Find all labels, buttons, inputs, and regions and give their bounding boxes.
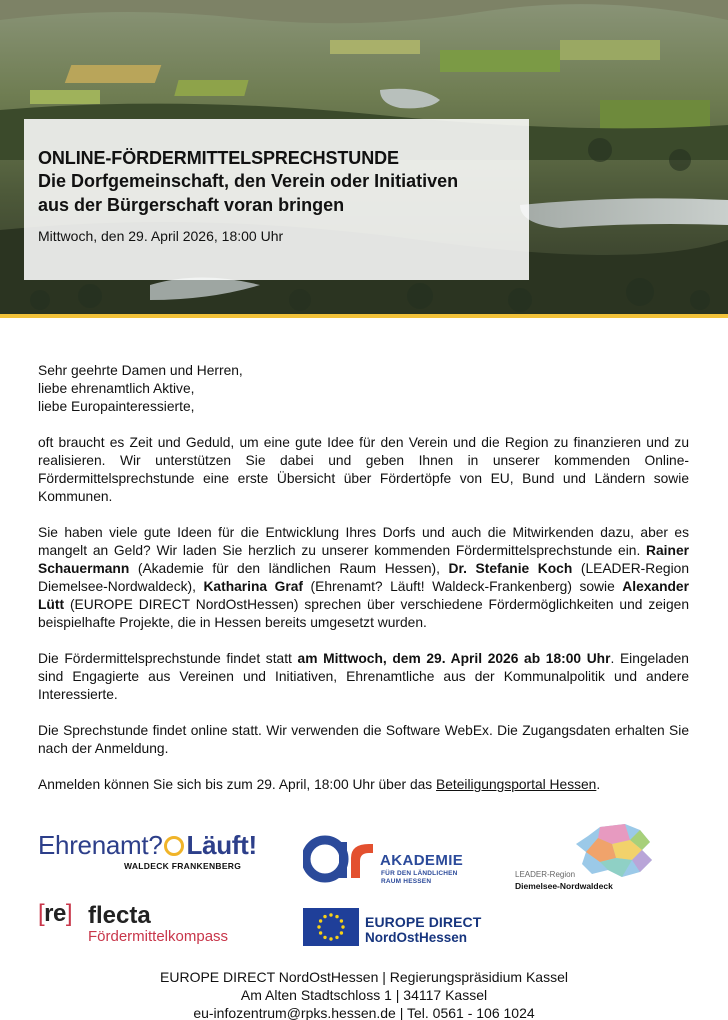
- contact-footer: [0, 968, 728, 1020]
- reflecta-re: re: [44, 900, 66, 927]
- leader-line1: LEADER-Region: [515, 870, 576, 879]
- speakers-paragraph: [38, 524, 689, 632]
- registration-paragraph: [38, 776, 689, 794]
- hero-banner: [0, 0, 728, 318]
- reflecta-name: flecta: [88, 902, 151, 929]
- headline-box: [24, 119, 529, 280]
- speakers-intro: Sie haben viele gute Ideen für die Entwicklung Ihres Dorfs und auch die Mitwirkenden dazu, aber es mangelt an Geld? Wir laden Sie herzlich zu unserer kommenden Fördermittelsprechstunde ein.: [38, 525, 689, 558]
- greeting-line2: liebe ehrenamtlich Aktive,: [38, 381, 195, 396]
- reflecta-logo: [38, 900, 258, 948]
- greeting: [38, 362, 689, 416]
- schedule-paragraph: [38, 650, 689, 704]
- speaker-org: (Akademie für den ländlichen Raum Hessen),: [137, 561, 440, 576]
- speaker-org: (LEADER-Region Diemelsee-Nordwaldeck),: [38, 561, 689, 594]
- europe-direct-title: EUROPE DIRECT: [365, 914, 482, 930]
- akademie-sub-line1: FÜR DEN LÄNDLICHEN: [381, 870, 458, 877]
- event-kicker: ONLINE-FÖRDERMITTELSPRECHSTUNDE: [38, 148, 399, 168]
- smile-icon: [164, 836, 184, 856]
- letter-body: [38, 362, 689, 812]
- greeting-line1: Sehr geehrte Damen und Herren,: [38, 363, 243, 378]
- speaker-name: Rainer Schauermann: [38, 543, 689, 576]
- registration-suffix: .: [596, 777, 601, 792]
- intro-paragraph: oft braucht es Zeit und Geduld, um eine gute Idee für den Verein und die Region zu finanzieren und zu realisieren. Wir unterstützen Sie dabei und geben Ihnen in unserer kommenden Online-Fördermittelsprechstunde eine erste Übersicht über Fördertöpfe von EU, Bund und Ländern sowie Kommunen.: [38, 435, 689, 504]
- speaker-org: (Ehrenamt? Läuft! Waldeck-Frankenberg) sowie: [310, 579, 615, 594]
- footer-address: Am Alten Stadtschloss 1 | 34117 Kassel: [240, 987, 488, 1003]
- accent-rule: [0, 314, 728, 318]
- eu-flag-icon: [303, 908, 359, 946]
- leader-region-logo: [510, 822, 670, 892]
- europe-direct-region: NordOstHessen: [365, 930, 468, 945]
- reflecta-bracket-open: [: [38, 900, 45, 927]
- schedule-prefix: Die Fördermittelsprechstunde findet statt: [38, 651, 292, 666]
- schedule-suffix: . Eingeladen sind Engagierte aus Vereinen und Initiativen, Ehrenamtliche aus der Kommunalpolitik und andere Interessierte.: [38, 651, 689, 702]
- akademie-sub-line2: RAUM HESSEN: [381, 877, 432, 885]
- reflecta-mark: [38, 900, 72, 928]
- speaker-name: Dr. Stefanie Koch: [448, 561, 573, 576]
- beteiligungsportal-link[interactable]: Beteiligungsportal Hessen: [436, 777, 597, 792]
- speaker-org: (EUROPE DIRECT NordOstHessen) sprechen über verschiedene Fördermöglichkeiten und zeigen beispielhafte Projekte, die in Hessen bereits umgesetzt wurden.: [38, 597, 689, 630]
- speaker-name: Alexander Lütt: [38, 579, 689, 612]
- headline-line1: Die Dorfgemeinschaft, den Verein oder Initiativen: [38, 171, 459, 191]
- footer-org: EUROPE DIRECT NordOstHessen | Regierungspräsidium Kassel: [160, 969, 568, 985]
- software-paragraph: Die Sprechstunde findet online statt. Wir verwenden die Software WebEx. Die Zugangsdaten erhalten Sie nach der Anmeldung.: [38, 723, 689, 756]
- schedule-date: am Mittwoch, dem 29. April 2026 ab 18:00 Uhr: [297, 651, 611, 666]
- ehrenamt-laeuft-logo: [38, 831, 258, 881]
- leader-line2: Diemelsee-Nordwaldeck: [515, 881, 613, 891]
- footer-contact: eu-infozentrum@rpks.hessen.de | Tel. 0561 - 106 1024: [193, 1005, 535, 1020]
- ehrenamt-subtitle: WALDECK FRANKENBERG: [124, 861, 242, 871]
- europe-direct-logo: [303, 908, 483, 948]
- ehrenamt-text: Ehrenamt?: [38, 830, 163, 860]
- reflecta-bracket-close: ]: [65, 900, 73, 927]
- registration-prefix: Anmelden können Sie sich bis zum 29. April, 18:00 Uhr über das: [38, 777, 433, 792]
- akademie-ar-icon: [303, 832, 377, 884]
- akademie-logo: [303, 830, 483, 890]
- headline-line2: aus der Bürgerschaft voran bringen: [38, 195, 345, 215]
- laeuft-text: Läuft!: [186, 830, 257, 860]
- speaker-name: Katharina Graf: [203, 579, 303, 594]
- event-date: Mittwoch, den 29. April 2026, 18:00 Uhr: [38, 228, 284, 244]
- region-map-icon: [570, 822, 660, 880]
- greeting-line3: liebe Europainteressierte,: [38, 399, 195, 414]
- reflecta-subtitle: Fördermittelkompass: [88, 928, 229, 945]
- akademie-subtitle: [381, 870, 458, 885]
- akademie-title: AKADEMIE: [380, 852, 464, 869]
